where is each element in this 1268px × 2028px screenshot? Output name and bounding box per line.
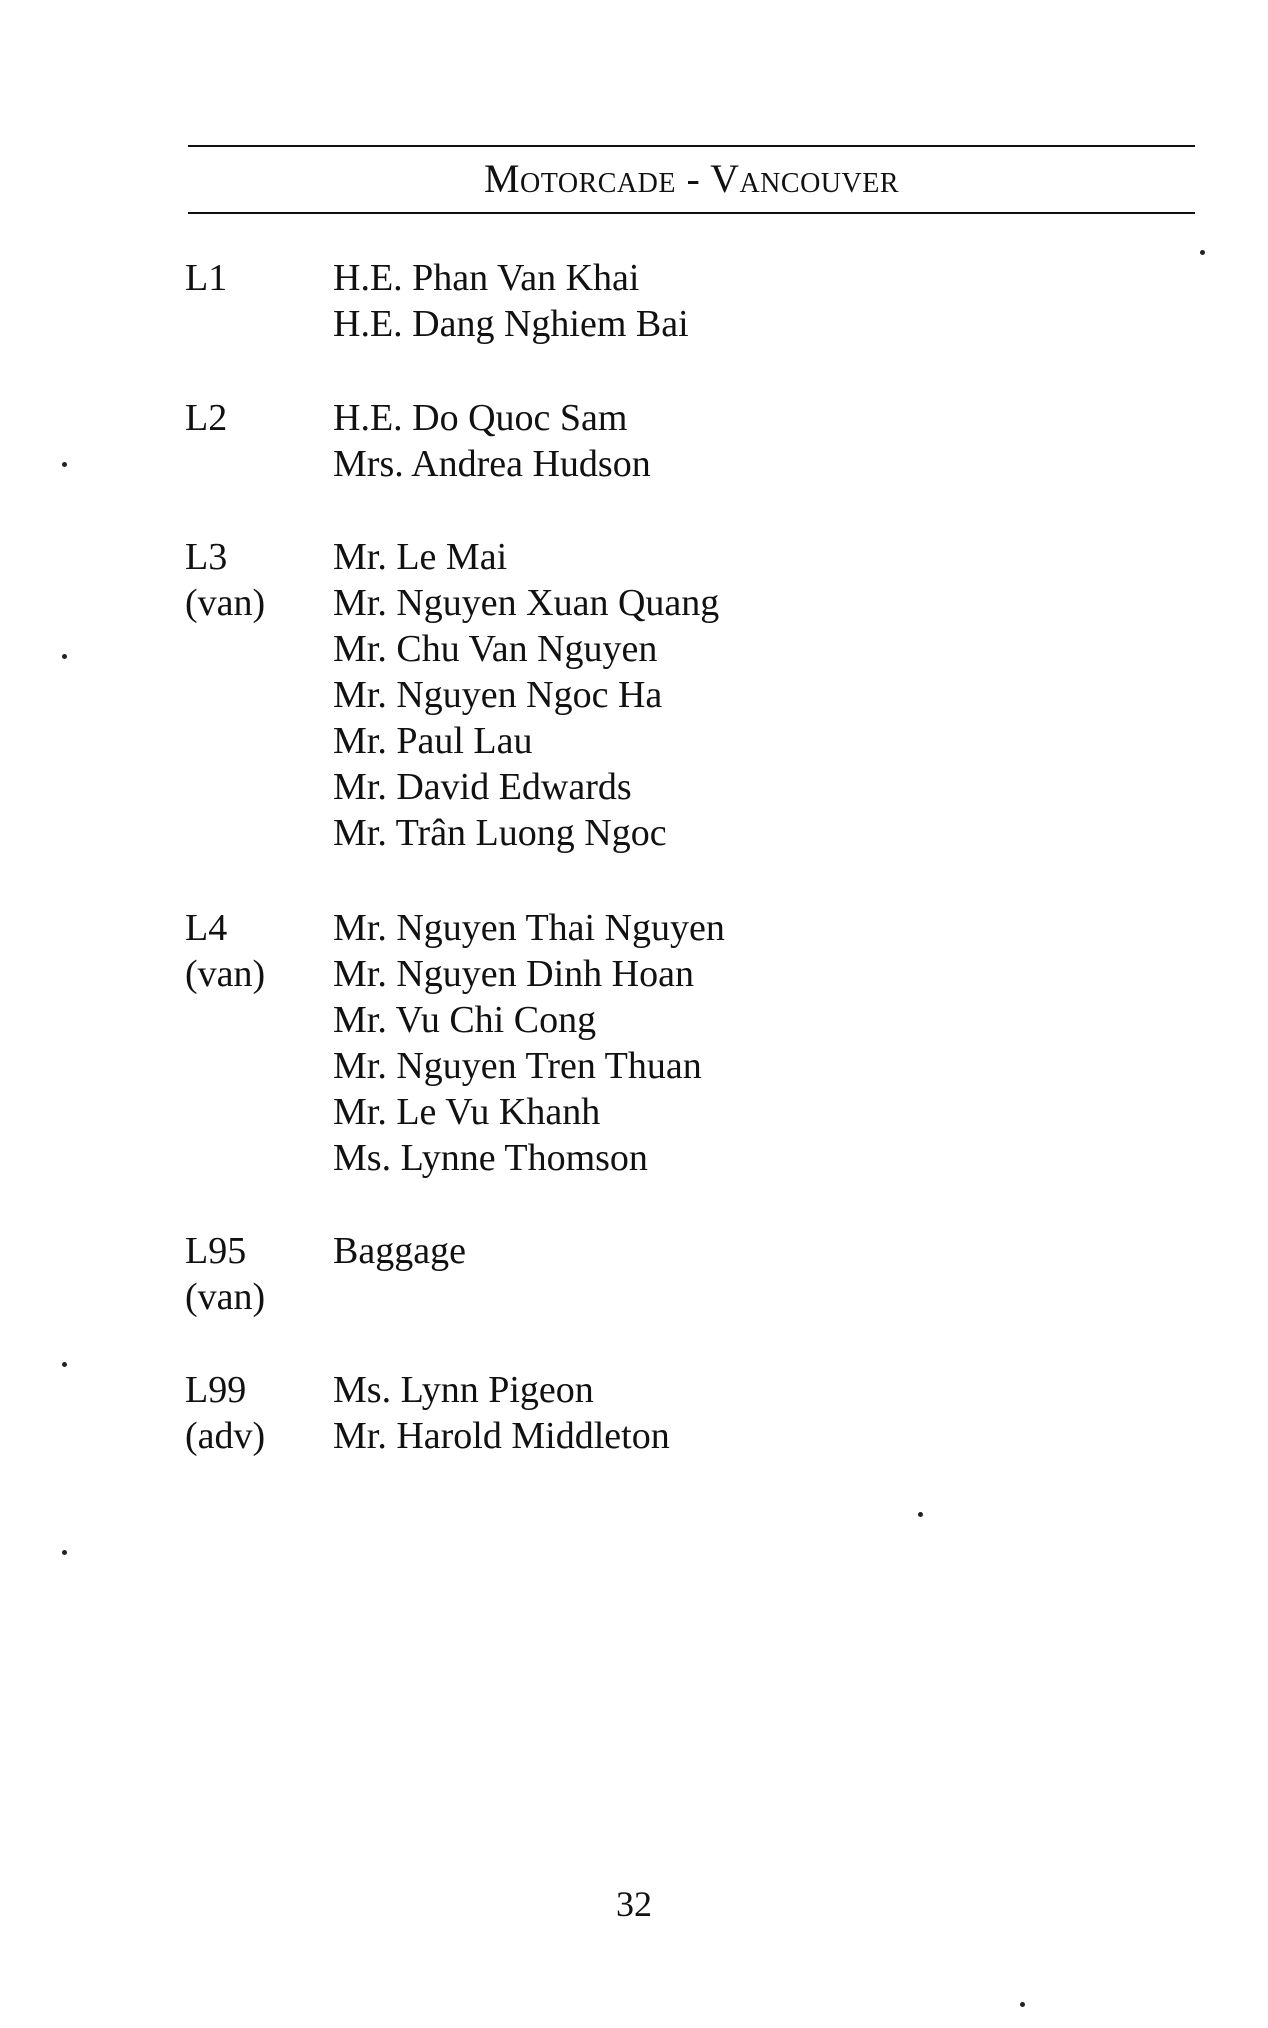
scan-speck bbox=[62, 654, 67, 659]
scan-speck bbox=[918, 1512, 923, 1517]
passenger-list bbox=[333, 534, 719, 856]
scan-speck bbox=[62, 462, 67, 467]
passenger-name: Mr. Nguyen Thai Nguyen bbox=[333, 907, 725, 949]
passenger-name: Mr. Le Mai bbox=[333, 536, 508, 578]
scan-speck bbox=[62, 1550, 67, 1555]
vehicle-code bbox=[185, 905, 265, 997]
passenger-list bbox=[333, 255, 689, 347]
passenger-list bbox=[333, 1228, 466, 1274]
vehicle-code-label: L4 bbox=[185, 907, 228, 949]
vehicle-code bbox=[185, 395, 227, 441]
vehicle-code-label: L3 bbox=[185, 536, 228, 578]
passenger-name: H.E. Dang Nghiem Bai bbox=[333, 303, 689, 345]
passenger-name: H.E. Phan Van Khai bbox=[333, 257, 640, 299]
heading-bottom-rule bbox=[188, 212, 1195, 214]
passenger-list bbox=[333, 1367, 670, 1459]
cargo-label: Baggage bbox=[333, 1230, 466, 1272]
vehicle-code bbox=[185, 255, 227, 301]
vehicle-code bbox=[185, 534, 265, 626]
passenger-name: Mr. Nguyen Xuan Quang bbox=[333, 582, 720, 624]
passenger-name: H.E. Do Quoc Sam bbox=[333, 397, 628, 439]
passenger-name: Mr. Harold Middleton bbox=[333, 1415, 670, 1457]
vehicle-type: (van) bbox=[185, 953, 266, 995]
vehicle-code-label: L2 bbox=[185, 397, 228, 439]
passenger-name: Mr. Vu Chi Cong bbox=[333, 999, 597, 1041]
passenger-name: Mr. Chu Van Nguyen bbox=[333, 628, 658, 670]
page-title: Motorcade - Vancouver bbox=[483, 156, 900, 201]
passenger-name: Mrs. Andrea Hudson bbox=[333, 443, 651, 485]
passenger-name: Mr. Nguyen Ngoc Ha bbox=[333, 674, 663, 716]
passenger-name: Mr. Paul Lau bbox=[333, 720, 533, 762]
vehicle-code bbox=[185, 1367, 265, 1459]
vehicle-type: (van) bbox=[185, 1276, 266, 1318]
vehicle-code-label: L1 bbox=[185, 257, 228, 299]
heading-top-rule bbox=[188, 145, 1195, 147]
passenger-name: Mr. Nguyen Dinh Hoan bbox=[333, 953, 694, 995]
scan-speck bbox=[1020, 2002, 1025, 2007]
scan-speck bbox=[62, 1362, 67, 1367]
vehicle-code-label: L95 bbox=[185, 1230, 247, 1272]
passenger-name: Mr. Nguyen Tren Thuan bbox=[333, 1045, 702, 1087]
passenger-name: Ms. Lynn Pigeon bbox=[333, 1369, 594, 1411]
vehicle-type: (adv) bbox=[185, 1415, 266, 1457]
passenger-name: Mr. Le Vu Khanh bbox=[333, 1091, 601, 1133]
vehicle-code bbox=[185, 1228, 265, 1320]
passenger-name: Mr. David Edwards bbox=[333, 766, 632, 808]
passenger-list bbox=[333, 395, 651, 487]
passenger-list bbox=[333, 905, 725, 1181]
passenger-name: Ms. Lynne Thomson bbox=[333, 1137, 648, 1179]
scan-speck bbox=[1200, 250, 1205, 255]
passenger-name: Mr. Trân Luong Ngoc bbox=[333, 812, 667, 854]
vehicle-code-label: L99 bbox=[185, 1369, 247, 1411]
vehicle-type: (van) bbox=[185, 582, 266, 624]
page-number: 32 bbox=[616, 1884, 652, 1924]
